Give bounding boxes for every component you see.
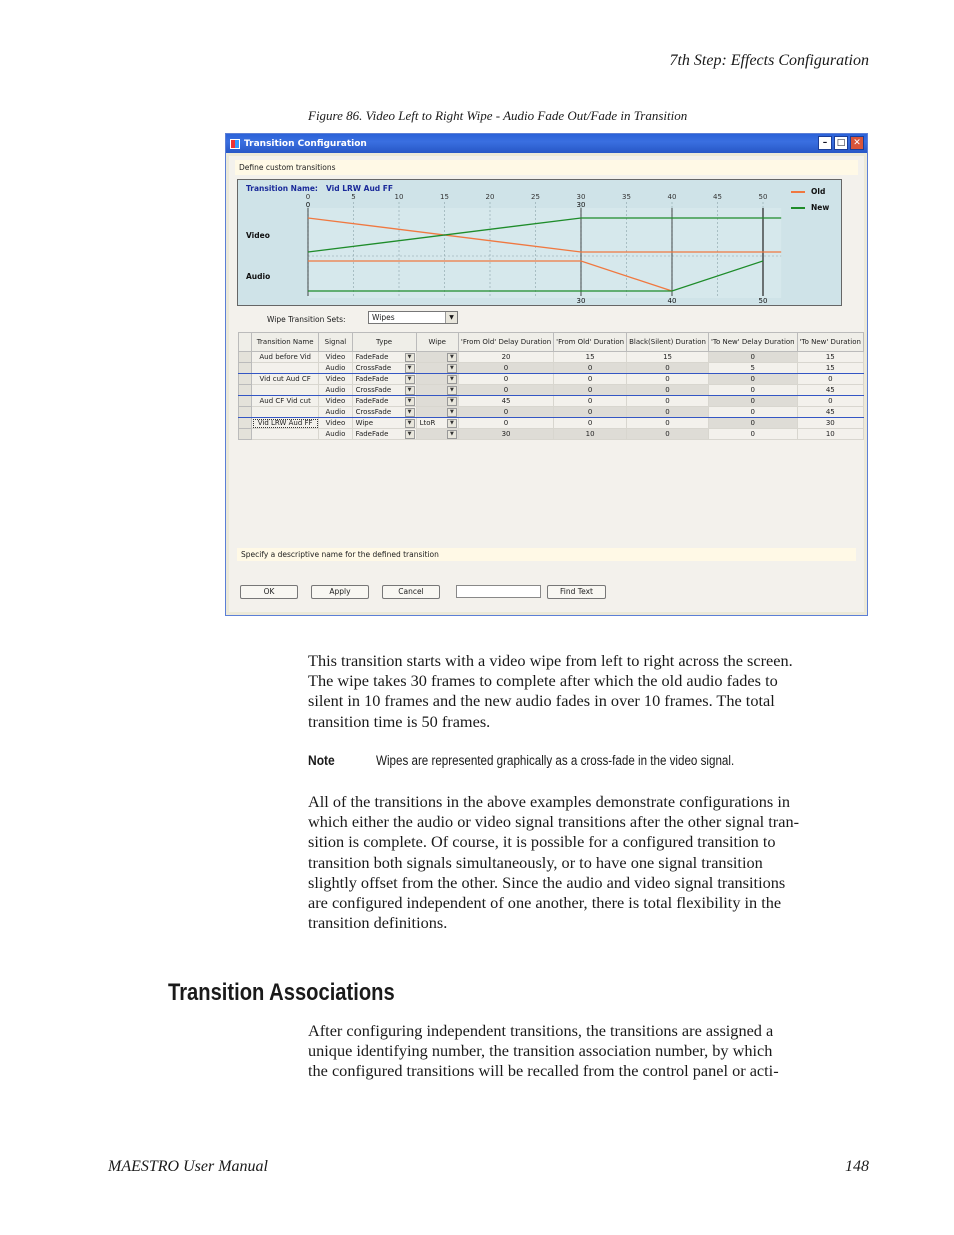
cell-value[interactable]: 15 (797, 352, 863, 363)
cell-type-value: FadeFade (355, 430, 389, 438)
text-line: This transition starts with a video wipe from left to right across the screen. (308, 651, 793, 670)
table-row[interactable] (239, 385, 864, 396)
cell-value[interactable]: 0 (708, 407, 797, 418)
cell-transition-name[interactable]: Aud CF Vid cut (252, 396, 319, 407)
cell-value[interactable]: 0 (708, 385, 797, 396)
col-signal: Signal (319, 333, 352, 352)
cell-value[interactable]: 0 (554, 418, 627, 429)
transition-chart (237, 179, 842, 306)
paragraph-3 (308, 1021, 779, 1082)
chevron-down-icon[interactable]: ▼ (405, 375, 415, 384)
x-tick-label: 30 (576, 193, 586, 201)
cell-type-value: Wipe (355, 419, 374, 427)
audio-lane-label: Audio (246, 272, 271, 281)
chevron-down-icon[interactable]: ▼ (405, 353, 415, 362)
cell-transition-name[interactable] (252, 363, 319, 374)
cell-value[interactable]: 0 (554, 374, 627, 385)
cell-value[interactable]: 0 (554, 363, 627, 374)
x-tick-label: 50 (758, 193, 768, 201)
x-tick-label: 10 (394, 193, 404, 201)
chevron-down-icon[interactable]: ▼ (447, 397, 457, 406)
col-to-new-duration: 'To New' Duration (797, 333, 863, 352)
text-line: slightly offset from the other. Since the audio and video signal transitions (308, 872, 786, 892)
row-header[interactable] (239, 418, 252, 429)
cell-transition-name[interactable] (252, 407, 319, 418)
table-row[interactable] (239, 407, 864, 418)
cell-type[interactable] (352, 429, 416, 440)
cell-signal[interactable]: Audio (319, 407, 352, 418)
cell-type[interactable] (352, 374, 416, 385)
window-body (229, 156, 864, 612)
cell-value[interactable]: 10 (797, 429, 863, 440)
wipe-sets-select[interactable] (368, 311, 458, 324)
maximize-icon[interactable]: □ (834, 136, 848, 150)
cell-signal[interactable]: Video (319, 396, 352, 407)
cell-wipe[interactable] (416, 396, 458, 407)
cell-value[interactable]: 0 (554, 407, 627, 418)
cell-signal[interactable]: Video (319, 418, 352, 429)
cell-transition-name[interactable]: Vid cut Aud CF (252, 374, 319, 385)
cell-type-value: FadeFade (355, 353, 389, 361)
text-line: the configured transitions will be recalled from the control panel or acti- (308, 1061, 779, 1081)
col-from-old-duration: 'From Old' Duration (554, 333, 627, 352)
cell-transition-name[interactable]: Aud before Vid (252, 352, 319, 363)
note-text: Wipes are represented graphically as a cross-fade in the video signal. (376, 753, 735, 768)
cell-value[interactable]: 0 (627, 429, 709, 440)
cell-wipe[interactable] (416, 429, 458, 440)
marker-label-top: 0 (305, 201, 311, 209)
cell-wipe[interactable] (416, 407, 458, 418)
find-text-button[interactable]: Find Text (547, 585, 606, 599)
cell-value[interactable]: 0 (627, 363, 709, 374)
x-tick-label: 40 (667, 193, 677, 201)
x-tick-label: 5 (351, 193, 356, 201)
text-line: The wipe takes 30 frames to complete after which the old audio fades to (308, 671, 778, 691)
status-hint: Specify a descriptive name for the defined transition (237, 548, 856, 561)
cancel-button[interactable]: Cancel (382, 585, 440, 599)
col-black-duration: Black(Silent) Duration (627, 333, 709, 352)
wipe-sets-label: Wipe Transition Sets: (267, 315, 346, 324)
running-header: 7th Step: Effects Configuration (669, 52, 869, 69)
col-to-new-delay: 'To New' Delay Duration (708, 333, 797, 352)
cell-type-value: CrossFade (355, 386, 392, 394)
text-line: unique identifying number, the transition association number, by which (308, 1041, 773, 1061)
chevron-down-icon[interactable]: ▼ (447, 375, 457, 384)
legend-new-label: New (811, 203, 830, 212)
chevron-down-icon[interactable]: ▼ (405, 386, 415, 395)
cell-type[interactable] (352, 363, 416, 374)
cell-type[interactable] (352, 407, 416, 418)
note-label: Note (308, 752, 335, 768)
marker-label-bottom: 50 (758, 297, 768, 305)
cell-wipe-value: LtoR (419, 419, 436, 427)
close-icon[interactable]: ✕ (850, 136, 864, 150)
chevron-down-icon[interactable]: ▼ (405, 364, 415, 373)
wipe-sets-value: Wipes (372, 313, 395, 322)
page-number: 148 (845, 1158, 869, 1175)
chevron-down-icon[interactable]: ▼ (447, 386, 457, 395)
cell-signal[interactable]: Video (319, 352, 352, 363)
row-header[interactable] (239, 407, 252, 418)
cell-type-value: FadeFade (355, 397, 389, 405)
x-tick-label: 45 (713, 193, 722, 201)
cell-value[interactable]: 0 (797, 374, 863, 385)
marker-label-top: 30 (576, 201, 586, 209)
cell-transition-name[interactable] (252, 429, 319, 440)
cell-type-value: CrossFade (355, 408, 392, 416)
text-line: are configured independent of one another, there is total flexibility in the (308, 893, 782, 913)
transition-name-value: Vid LRW Aud FF (326, 184, 394, 193)
cell-type[interactable] (352, 352, 416, 363)
cell-value[interactable]: 0 (708, 429, 797, 440)
cell-signal[interactable]: Video (319, 374, 352, 385)
cell-value[interactable]: 0 (554, 396, 627, 407)
col-transition-name: Transition Name (252, 333, 319, 352)
cell-value[interactable]: 0 (554, 385, 627, 396)
x-tick-label: 0 (305, 193, 311, 201)
cell-value[interactable]: 0 (708, 396, 797, 407)
chevron-down-icon[interactable]: ▼ (405, 419, 415, 428)
title-bar[interactable] (226, 134, 867, 153)
row-header[interactable] (239, 385, 252, 396)
minimize-icon[interactable]: – (818, 136, 832, 150)
chevron-down-icon[interactable]: ▼ (447, 408, 457, 417)
cell-wipe[interactable] (416, 385, 458, 396)
cell-value[interactable]: 30 (458, 429, 553, 440)
cell-signal[interactable]: Audio (319, 429, 352, 440)
text-line: After configuring independent transitions, the transitions are assigned a (308, 1021, 774, 1040)
cell-type-value: CrossFade (355, 364, 392, 372)
text-line: All of the transitions in the above examples demonstrate configurations in (308, 792, 790, 811)
cell-signal[interactable]: Audio (319, 385, 352, 396)
paragraph-2 (308, 792, 799, 933)
transition-chart-svg (238, 180, 841, 305)
cell-value[interactable]: 20 (458, 352, 553, 363)
cell-value[interactable]: 0 (627, 374, 709, 385)
text-line: which either the audio or video signal transitions after the other signal tran- (308, 812, 800, 832)
cell-value[interactable]: 30 (797, 418, 863, 429)
table-row[interactable] (239, 363, 864, 374)
section-title: Transition Associations (168, 979, 395, 1006)
text-line: transition definitions. (308, 913, 448, 933)
cell-value[interactable]: 0 (458, 407, 553, 418)
cell-type[interactable] (352, 385, 416, 396)
row-header-corner (239, 333, 252, 352)
text-line: transition time is 50 frames. (308, 711, 491, 731)
cell-value[interactable]: 15 (627, 352, 709, 363)
x-tick-label: 35 (622, 193, 631, 201)
plot-area (308, 208, 781, 298)
chevron-down-icon[interactable]: ▼ (447, 353, 457, 362)
chevron-down-icon[interactable]: ▼ (405, 397, 415, 406)
cell-value[interactable]: 0 (627, 418, 709, 429)
cell-value[interactable]: 15 (797, 363, 863, 374)
cell-value[interactable]: 15 (554, 352, 627, 363)
cell-value[interactable]: 0 (458, 418, 553, 429)
footer-manual-title: MAESTRO User Manual (108, 1158, 268, 1175)
app-icon (230, 139, 240, 149)
row-header[interactable] (239, 429, 252, 440)
cell-transition-name[interactable] (252, 385, 319, 396)
cell-value[interactable]: 0 (708, 374, 797, 385)
cell-value[interactable]: 0 (458, 385, 553, 396)
cell-value[interactable]: 0 (458, 374, 553, 385)
marker-label-bottom: 40 (667, 297, 677, 305)
chevron-down-icon[interactable]: ▼ (447, 419, 457, 428)
col-wipe: Wipe (416, 333, 458, 352)
cell-value[interactable]: 0 (797, 396, 863, 407)
row-header[interactable] (239, 374, 252, 385)
figure-caption: Figure 86. Video Left to Right Wipe - Audio Fade Out/Fade in Transition (308, 108, 688, 123)
row-header[interactable] (239, 352, 252, 363)
video-lane-label: Video (246, 231, 270, 240)
marker-label-bottom: 30 (576, 297, 586, 305)
define-label: Define custom transitions (235, 160, 858, 175)
cell-value[interactable]: 0 (627, 407, 709, 418)
text-line: sition is complete. Of course, it is possible for a configured transition to (308, 832, 776, 852)
text-line: silent in 10 frames and the new audio fades in over 10 frames. The total (308, 691, 775, 711)
legend-old-label: Old (811, 187, 826, 196)
cell-value[interactable]: 10 (554, 429, 627, 440)
window-title: Transition Configuration (244, 138, 367, 149)
chevron-down-icon[interactable]: ▼ (447, 364, 457, 373)
cell-type-value: FadeFade (355, 375, 389, 383)
text-line: transition both signals simultaneously, or to have one signal transition (308, 852, 763, 872)
cell-signal[interactable]: Audio (319, 363, 352, 374)
x-tick-label: 15 (440, 193, 449, 201)
cell-value[interactable]: 45 (458, 396, 553, 407)
transition-table (238, 332, 864, 440)
row-header[interactable] (239, 363, 252, 374)
apply-button[interactable]: Apply (311, 585, 369, 599)
cell-type[interactable] (352, 418, 416, 429)
cell-wipe[interactable] (416, 374, 458, 385)
chevron-down-icon[interactable]: ▼ (445, 312, 457, 323)
cell-value[interactable]: 0 (708, 352, 797, 363)
paragraph-1 (308, 651, 793, 732)
table-row[interactable] (239, 396, 864, 407)
cell-type[interactable] (352, 396, 416, 407)
ok-button[interactable]: OK (240, 585, 298, 599)
find-text-input[interactable] (456, 585, 541, 598)
table-row[interactable] (239, 429, 864, 440)
table-row[interactable] (239, 352, 864, 363)
chevron-down-icon[interactable]: ▼ (405, 430, 415, 439)
table-row[interactable] (239, 418, 864, 429)
cell-value[interactable]: 45 (797, 407, 863, 418)
cell-wipe[interactable] (416, 352, 458, 363)
x-tick-label: 20 (485, 193, 495, 201)
chevron-down-icon[interactable]: ▼ (447, 430, 457, 439)
table-row[interactable] (239, 374, 864, 385)
cell-wipe[interactable] (416, 418, 458, 429)
cell-value[interactable]: 0 (458, 363, 553, 374)
cell-value[interactable]: 0 (708, 418, 797, 429)
cell-transition-name[interactable]: Vid LRW Aud FF (252, 418, 319, 429)
chevron-down-icon[interactable]: ▼ (405, 408, 415, 417)
col-from-old-delay: 'From Old' Delay Duration (458, 333, 553, 352)
transition-name-label: Transition Name: (246, 184, 318, 193)
transition-configuration-window (225, 133, 868, 616)
row-header[interactable] (239, 396, 252, 407)
cell-value[interactable]: 0 (627, 385, 709, 396)
cell-value[interactable]: 45 (797, 385, 863, 396)
cell-value[interactable]: 5 (708, 363, 797, 374)
col-type: Type (352, 333, 416, 352)
x-tick-label: 25 (531, 193, 540, 201)
table-header-row (239, 333, 864, 352)
cell-wipe[interactable] (416, 363, 458, 374)
cell-value[interactable]: 0 (627, 396, 709, 407)
